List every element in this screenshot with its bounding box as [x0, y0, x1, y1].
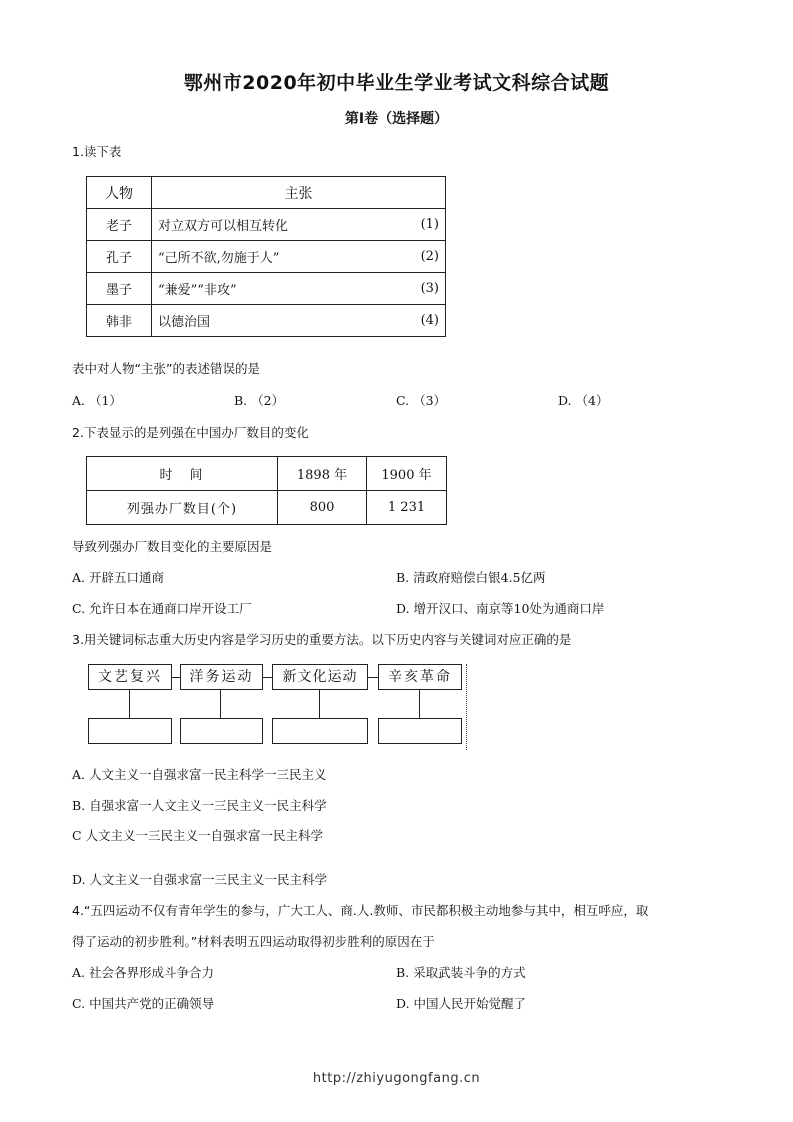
connector-line: [129, 690, 130, 718]
table-row: [87, 241, 446, 273]
q1-question: 表中对人物“主张”的表述错误的是: [72, 361, 260, 376]
answer-blank[interactable]: [378, 718, 462, 744]
q2-stem: 2.下表显示的是列强在中国办厂数目的变化: [72, 425, 309, 440]
option-a[interactable]: A. 社会各界形成斗争合力: [72, 965, 214, 980]
table-row: [87, 491, 447, 525]
q3-keyword-diagram: [86, 664, 470, 750]
option-c[interactable]: C. 中国共产党的正确领导: [72, 996, 215, 1011]
table-row: [87, 305, 446, 337]
table-cell: 列强办厂数目(个): [87, 491, 278, 525]
option-b[interactable]: B. 清政府赔偿白银4.5亿两: [396, 570, 546, 585]
keyword-box: 辛亥革命: [378, 664, 462, 690]
option-b[interactable]: B. 自强求富一人文主义一三民主义一民主科学: [72, 798, 327, 813]
q2-question: 导致列强办厂数目变化的主要原因是: [72, 539, 273, 554]
table-cell-num: (4): [399, 305, 446, 337]
q4-stem-line2: 得了运动的初步胜利。”材料表明五四运动取得初步胜利的原因在于: [72, 934, 435, 949]
connector-line: [419, 690, 420, 718]
q3-stem: 3.用关键词标志重大历史内容是学习历史的重要方法。以下历史内容与关键词对应正确的是: [72, 632, 572, 647]
table-cell-name: 韩非: [87, 305, 152, 337]
section-title: 第I卷（选择题）: [344, 111, 449, 127]
table-cell-claim: “兼爱”“非攻”: [152, 273, 400, 305]
q2-table: [86, 456, 447, 525]
dotted-boundary: [466, 664, 467, 750]
q1-table: [86, 176, 446, 337]
keyword-box: 新文化运动: [272, 664, 368, 690]
option-c[interactable]: C. （3）: [396, 393, 447, 408]
table-header-row: [87, 177, 446, 209]
table-cell-claim: 对立双方可以相互转化: [152, 209, 400, 241]
option-c[interactable]: C. 允许日本在通商口岸开设工厂: [72, 601, 252, 616]
connector-line: [319, 690, 320, 718]
table-cell-name: 孔子: [87, 241, 152, 273]
option-d[interactable]: D. 中国人民开始觉醒了: [396, 996, 527, 1011]
q4-stem-line1: 4.“五四运动不仅有青年学生的参与，广大工人、商.人.教师、市民都积极主动地参与其中，相互呼应，取: [72, 903, 649, 918]
table-cell-name: 墨子: [87, 273, 152, 305]
keyword-box: 洋务运动: [180, 664, 263, 690]
table-header: 主张: [152, 177, 446, 209]
table-cell-name: 老子: [87, 209, 152, 241]
table-cell-num: (1): [399, 209, 446, 241]
q1-stem: 1.读下表: [72, 144, 122, 159]
table-header: 人物: [87, 177, 152, 209]
option-c[interactable]: C 人文主义一三民主义一自强求富一民主科学: [72, 828, 324, 843]
table-row: [87, 457, 447, 491]
option-d[interactable]: D. （4）: [558, 393, 609, 408]
table-cell-num: (2): [399, 241, 446, 273]
footer-url[interactable]: http://zhiyugongfang.cn: [312, 1071, 481, 1086]
page-title: 鄂州市2020年初中毕业生学业考试文科综合试题: [183, 72, 610, 94]
keyword-box: 文艺复兴: [88, 664, 172, 690]
connector-line: [220, 690, 221, 718]
answer-blank[interactable]: [272, 718, 368, 744]
option-d[interactable]: D. 人文主义一自强求富一三民主义一民主科学: [72, 872, 328, 887]
table-cell: 800: [278, 491, 367, 525]
option-b[interactable]: B. 采取武装斗争的方式: [396, 965, 526, 980]
table-cell: 1 231: [367, 491, 447, 525]
option-a[interactable]: A. （1）: [72, 393, 122, 408]
table-cell: 时 间: [87, 457, 278, 491]
option-d[interactable]: D. 增开汉口、南京等10处为通商口岸: [396, 601, 605, 616]
table-row: [87, 209, 446, 241]
option-a[interactable]: A. 开辟五口通商: [72, 570, 164, 585]
table-row: [87, 273, 446, 305]
table-cell: 1900 年: [367, 457, 447, 491]
table-cell-claim: 以德治国: [152, 305, 400, 337]
option-a[interactable]: A. 人文主义一自强求富一民主科学一三民主义: [72, 767, 327, 782]
option-b[interactable]: B. （2）: [234, 393, 285, 408]
answer-blank[interactable]: [180, 718, 263, 744]
answer-blank[interactable]: [88, 718, 172, 744]
table-cell-claim: “己所不欲,勿施于人”: [152, 241, 400, 273]
table-cell: 1898 年: [278, 457, 367, 491]
table-cell-num: (3): [399, 273, 446, 305]
